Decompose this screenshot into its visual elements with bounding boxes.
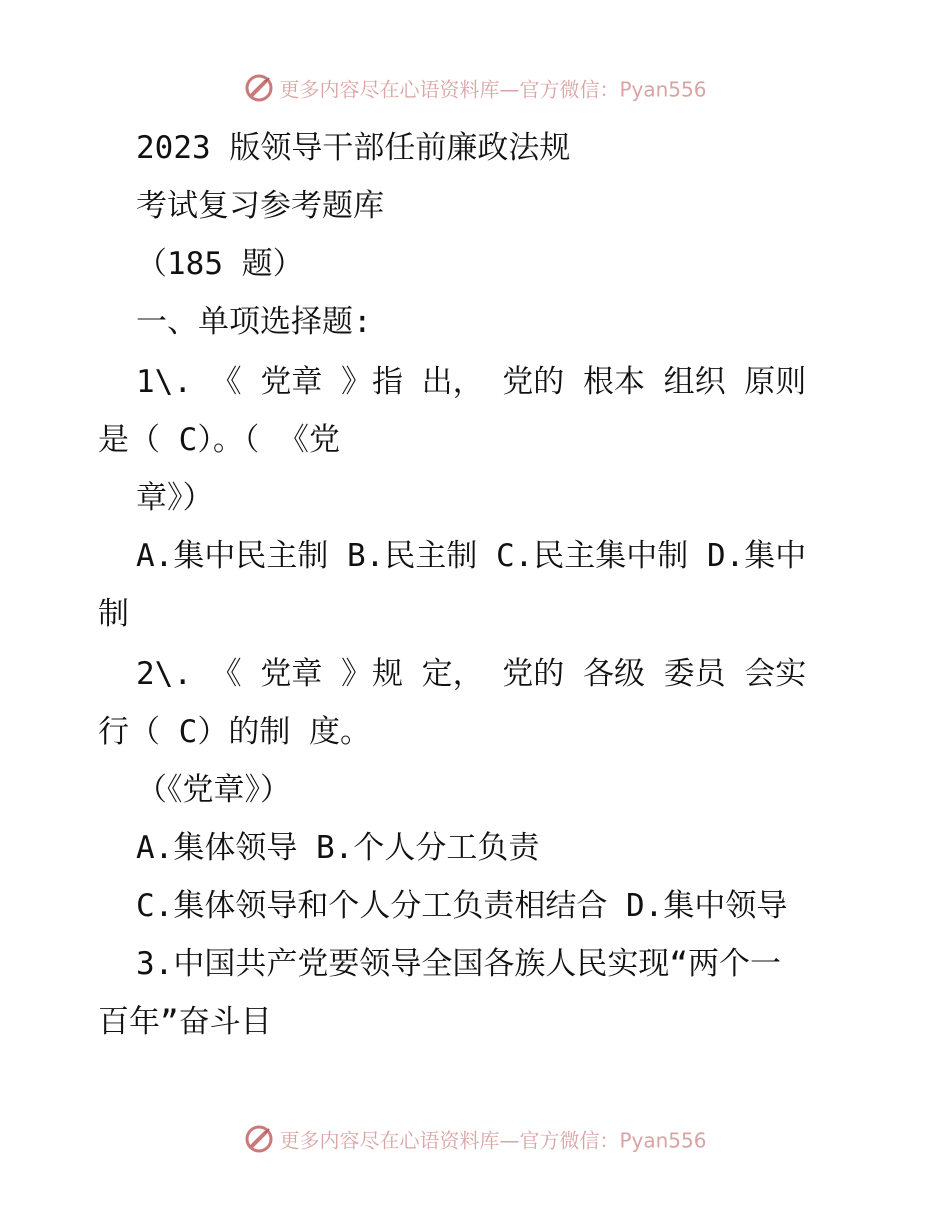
watermark-text: 更多内容尽在心语资料库—官方微信：Pyan556: [279, 77, 707, 102]
question-2-source: （《党章》）: [136, 772, 291, 808]
question-1-source: 章》）: [136, 480, 214, 516]
question-3-text-cont: 百年”奋斗目: [98, 1004, 272, 1040]
question-2-options-2: C.集体领导和个人分工负责相结合 D.集中领导: [136, 888, 788, 924]
footer-watermark: [0, 1123, 950, 1155]
question-2-text-cont: 行（ C）的制 度。: [98, 714, 371, 750]
section-heading: 一、单项选择题:: [136, 304, 372, 340]
doc-title-line-2: 考试复习参考题库: [136, 188, 384, 224]
question-1-options-cont: 制: [98, 596, 129, 632]
doc-title-line-1: 2023 版领导干部任前廉政法规: [136, 130, 571, 166]
question-1-text-cont: 是（ C）。（ 《党: [98, 422, 340, 458]
question-2-options-1: A.集体领导 B.个人分工负责: [136, 830, 540, 866]
watermark-text: 更多内容尽在心语资料库—官方微信：Pyan556: [279, 1128, 707, 1153]
question-1-options: A.集中民主制 B.民主制 C.民主集中制 D.集中: [136, 538, 807, 574]
question-1-text: 1\. 《 党章 》指 出， 党的 根本 组织 原则: [136, 364, 807, 400]
question-count: （185 题）: [136, 246, 304, 282]
question-2-text: 2\. 《 党章 》规 定， 党的 各级 委员 会实: [136, 656, 807, 692]
question-3-text: 3.中国共产党要领导全国各族人民实现“两个一: [136, 946, 781, 982]
pen-logo-icon: [243, 1123, 275, 1155]
